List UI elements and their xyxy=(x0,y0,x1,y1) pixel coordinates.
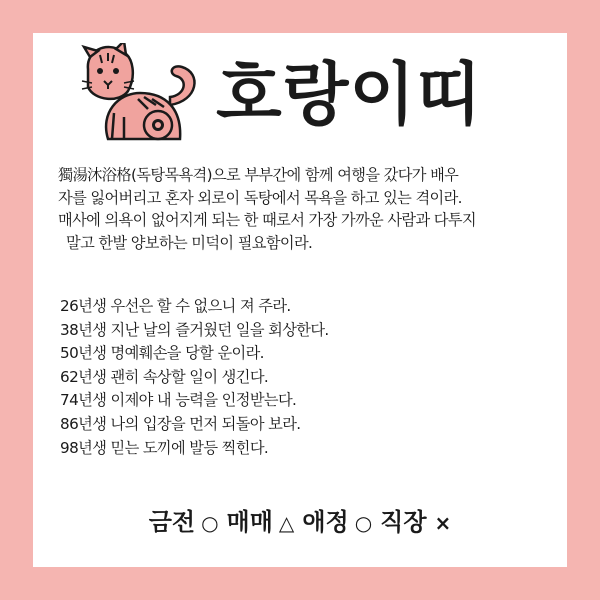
intro-line: 말고 한발 양보하는 미덕이 필요함이라. xyxy=(66,233,313,252)
year-fortune-item: 38년생 지난 날의 즐거웠던 일을 회상한다. xyxy=(60,320,329,339)
intro-line: 獨湯沐浴格(독탕목욕격)으로 부부간에 함께 여행을 갔다가 배우 xyxy=(58,166,459,184)
intro-line: 자를 잃어버리고 혼자 외로이 독탕에서 목욕을 하고 있는 격이라. xyxy=(58,188,462,207)
year-fortune-item: 98년생 믿는 도끼에 발등 찍힌다. xyxy=(60,438,269,457)
summary-label-trade: 매매 xyxy=(226,508,273,536)
year-fortune-item: 50년생 명예훼손을 당할 운이라. xyxy=(60,344,264,363)
summary-mark-love: ○ xyxy=(354,511,373,535)
summary-mark-trade: △ xyxy=(278,511,295,535)
year-fortune-item: 74년생 이제야 내 능력을 인정받는다. xyxy=(60,391,297,410)
fortune-summary xyxy=(33,502,567,537)
intro-line: 매사에 의욕이 없어지게 되는 한 때로서 가장 가까운 사람과 다투지 xyxy=(58,211,476,229)
summary-mark-work: × xyxy=(434,511,452,535)
year-fortune-list xyxy=(60,295,329,460)
year-fortune-item: 26년생 우선은 할 수 없으니 져 주라. xyxy=(60,297,291,315)
summary-label-love: 애정 xyxy=(302,508,349,536)
intro-paragraph xyxy=(58,164,568,254)
year-fortune-item: 62년생 괜히 속상할 일이 생긴다. xyxy=(60,367,269,386)
summary-mark-money: ○ xyxy=(201,511,219,535)
summary-label-money: 금전 xyxy=(148,508,196,536)
fortune-card xyxy=(33,33,567,567)
tiger-icon xyxy=(78,43,202,145)
summary-label-work: 직장 xyxy=(380,508,427,536)
page-title: 호랑이띠 xyxy=(216,56,483,135)
year-fortune-item: 86년생 나의 입장을 먼저 되돌아 보라. xyxy=(60,414,301,433)
